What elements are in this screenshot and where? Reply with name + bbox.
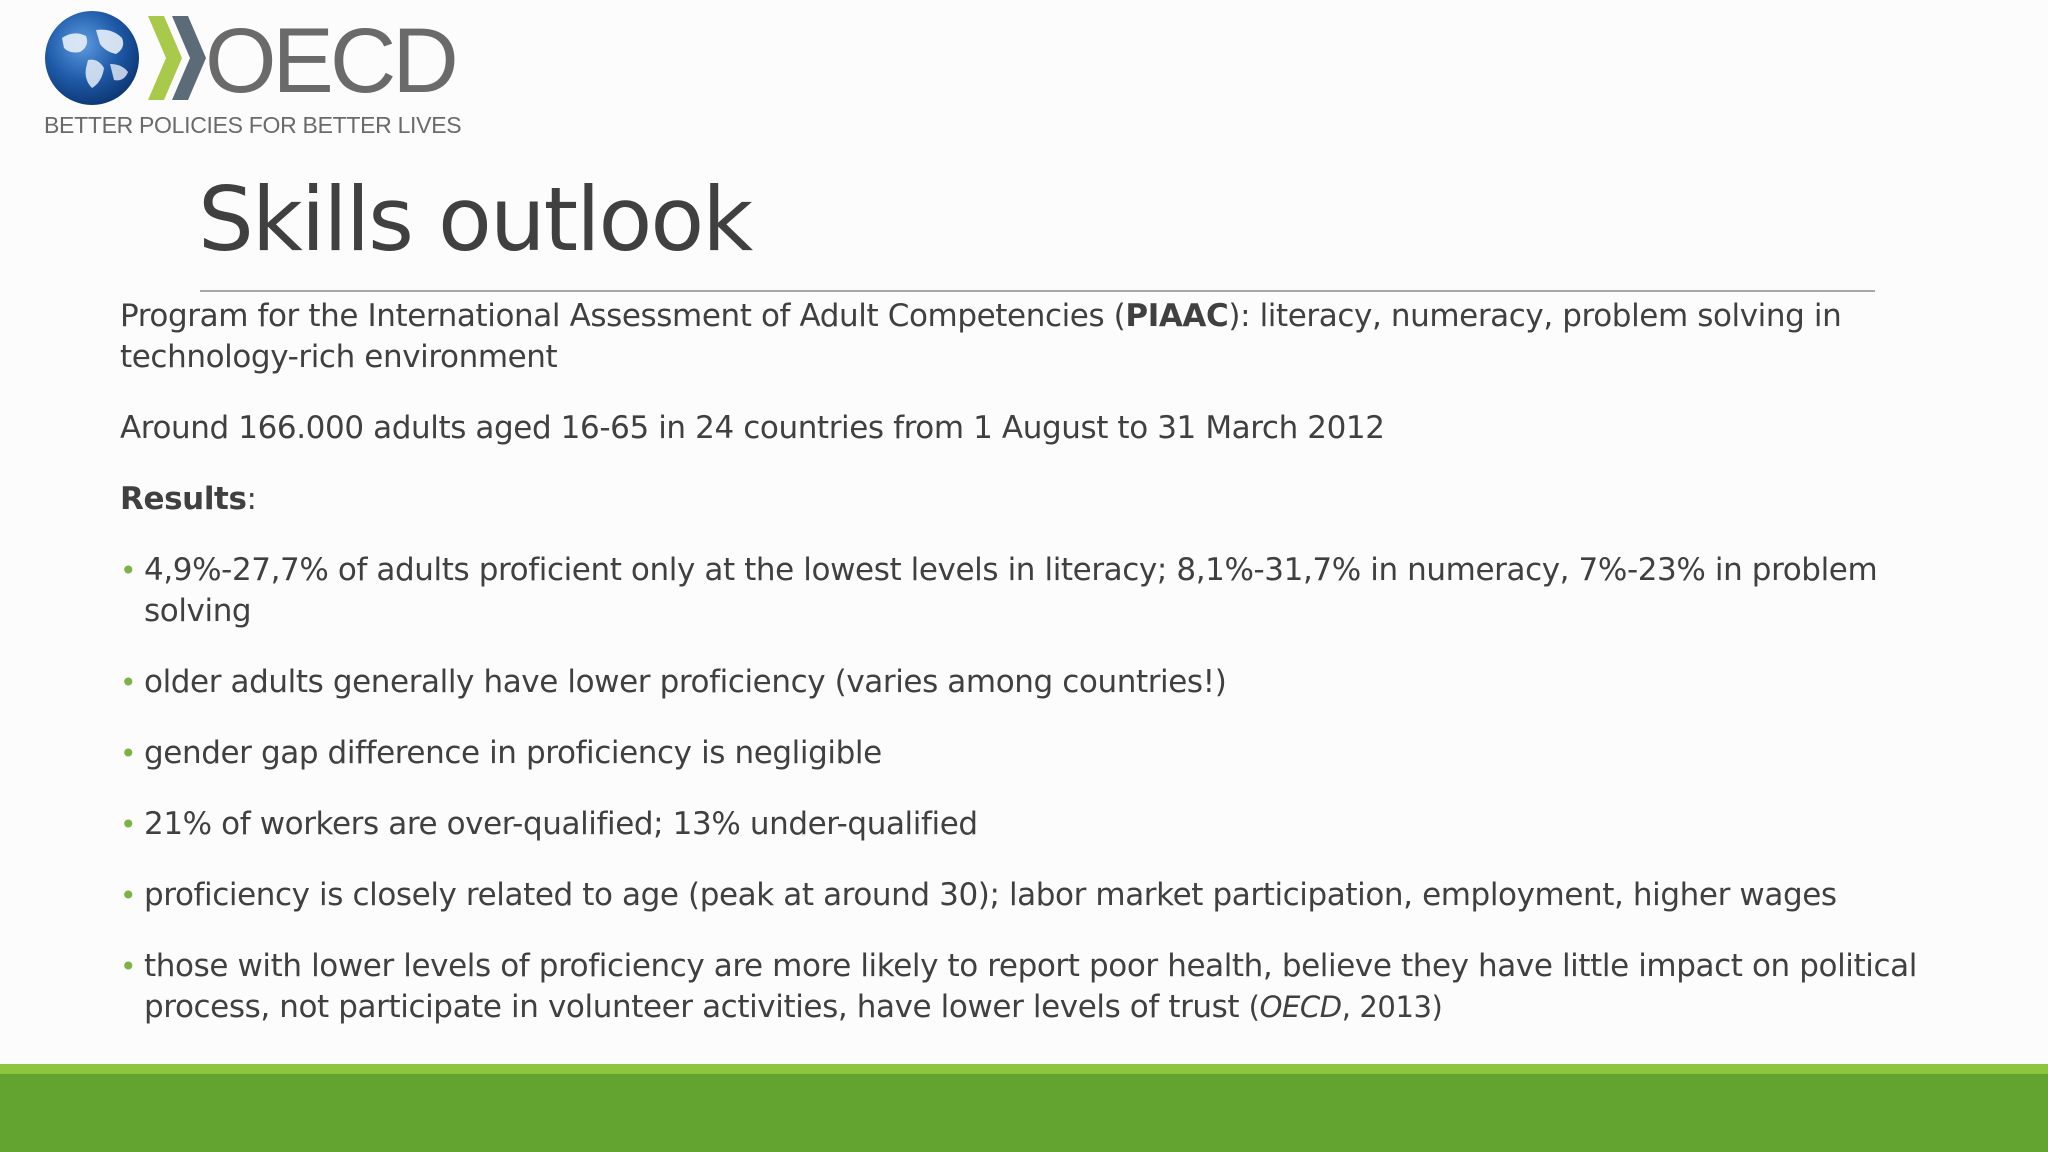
- bullet-icon: •: [120, 554, 137, 587]
- list-item: [120, 733, 1924, 774]
- slide-title: Skills outlook: [198, 168, 752, 271]
- citation-rest: , 2013): [1341, 990, 1443, 1024]
- list-item-text: 21% of workers are over-qualified; 13% under-qualified: [144, 806, 978, 842]
- list-item-text: gender gap difference in proficiency is negligible: [144, 735, 882, 771]
- citation-open: (: [1248, 990, 1260, 1024]
- bullet-icon: •: [120, 737, 137, 770]
- program-acronym: PIAAC: [1125, 298, 1229, 334]
- oecd-wordmark: OECD: [205, 10, 455, 112]
- results-heading: [120, 479, 1920, 520]
- footer-bar: [0, 1074, 2048, 1152]
- program-suffix: ): literacy, numeracy, problem solving in technology-rich environment: [120, 298, 1842, 375]
- citation-source: OECD: [1259, 990, 1342, 1024]
- program-prefix: Program for the International Assessment of Adult Competencies (: [120, 298, 1126, 334]
- list-item-text: those with lower levels of proficiency are more likely to report poor health, believe they have little impact on political process, not participate in volunteer activities, have lower levels of trust: [144, 948, 1917, 1025]
- list-item: [120, 550, 1924, 632]
- sample-description: Around 166.000 adults aged 16-65 in 24 countries from 1 August to 31 March 2012: [120, 410, 1385, 446]
- list-item-text: 4,9%-27,7% of adults proficient only at the lowest levels in literacy; 8,1%-31,7% in numeracy, 7%-23% in problem solving: [144, 552, 1878, 629]
- chevrons-icon: [148, 16, 206, 100]
- bullet-icon: •: [120, 950, 137, 983]
- list-item: [120, 946, 1924, 1028]
- results-list: [120, 550, 1920, 1028]
- logo-tagline: BETTER POLICIES FOR BETTER LIVES: [44, 112, 462, 138]
- globe-icon: [45, 11, 139, 105]
- bullet-icon: •: [120, 666, 137, 699]
- footer-accent-line: [0, 1064, 2048, 1074]
- list-item: [120, 875, 1924, 916]
- title-divider: [200, 290, 1875, 292]
- list-item: [120, 662, 1924, 703]
- bullet-icon: •: [120, 879, 137, 912]
- slide-body: [120, 296, 1920, 1058]
- list-item-text: older adults generally have lower proficiency (varies among countries!): [144, 664, 1227, 700]
- bullet-icon: •: [120, 808, 137, 841]
- list-item-text: proficiency is closely related to age (peak at around 30); labor market participation, employment, higher wages: [144, 877, 1837, 913]
- list-item: [120, 804, 1924, 845]
- citation: [1249, 990, 1443, 1024]
- results-colon: :: [246, 481, 257, 517]
- program-description: [120, 296, 1920, 378]
- results-label: Results: [120, 481, 247, 517]
